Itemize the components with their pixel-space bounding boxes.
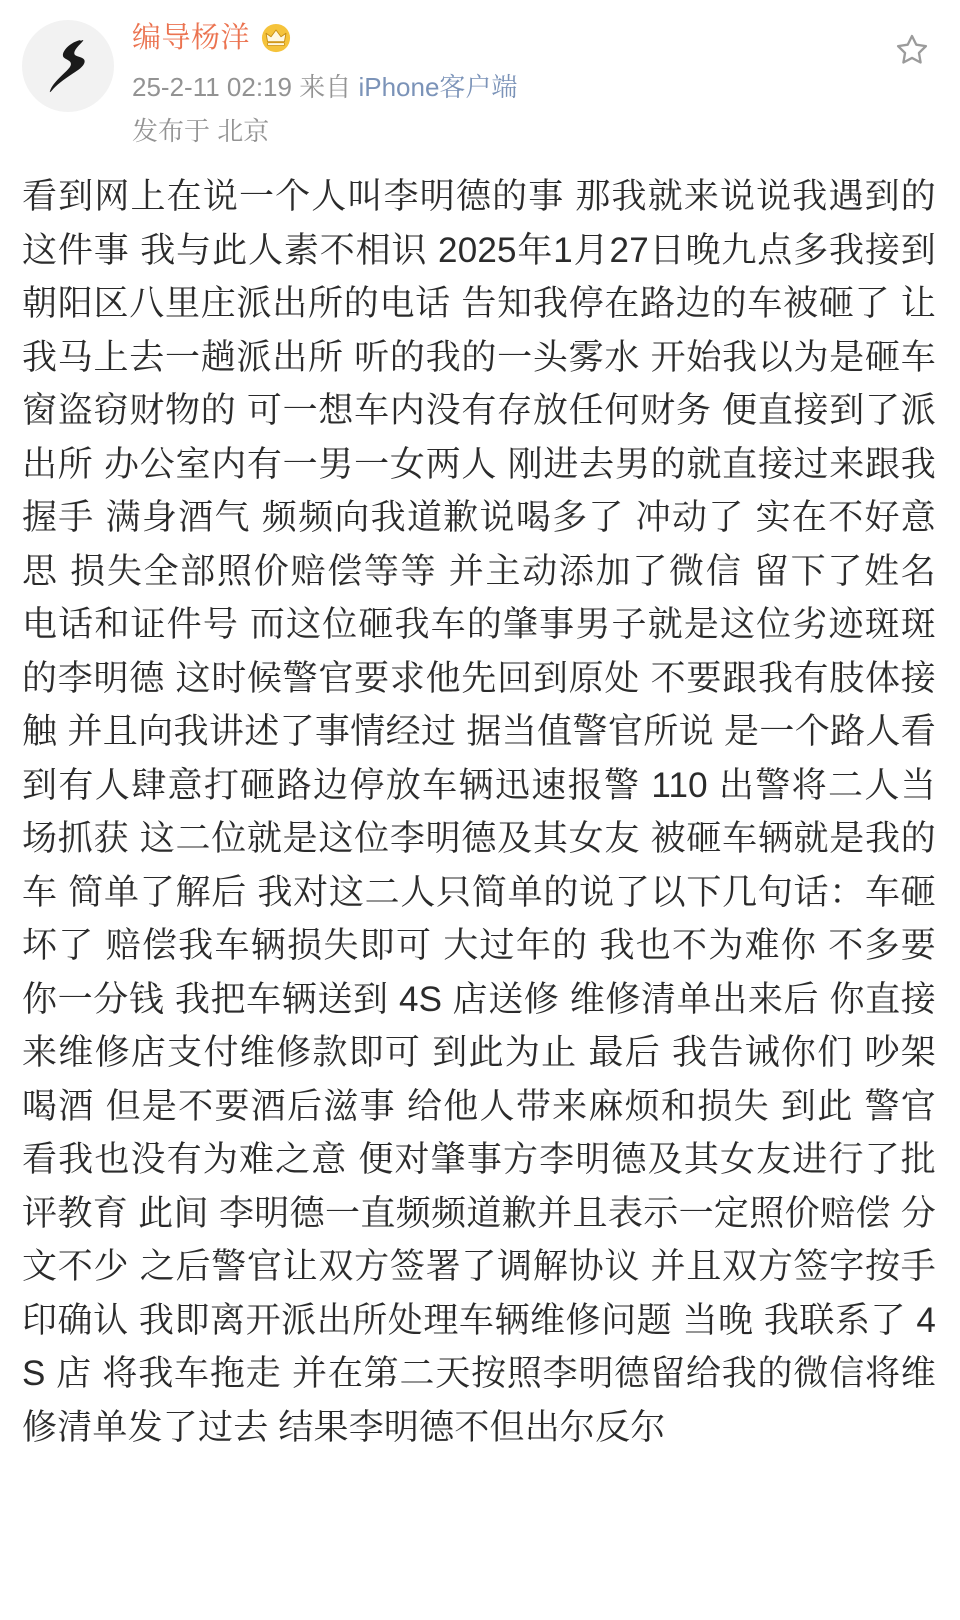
post-meta — [132, 70, 938, 104]
jumpman-logo-avatar-icon — [37, 35, 99, 97]
post-content: 看到网上在说一个人叫李明德的事 那我就来说说我遇到的这件事 我与此人素不相识 2025年1月27日晚九点多我接到朝阳区八里庄派出所的电话 告知我停在路边的车被砸了 让我马上去一趟派出所 听的我的一头雾水 开始我以为是砸车窗盗窃财物的 可一想车内没有存放任何财务 便直接到了派出所 办公室内有一男一女两人 刚进去男的就直接过来跟我握手 满身酒气 频频向我道歉说喝多了 冲动了 实在不好意思 损失全部照价赔偿等等 并主动添加了微信 留下了姓名 电话和证件号 而这位砸我车的肇事男子就是这位劣迹斑斑的李明德 这时候警官要求他先回到原处 不要跟我有肢体接触 并且向我讲述了事情经过 据当值警官所说 是一个路人看到有人肆意打砸路边停放车辆迅速报警 110 出警将二人当场抓获 这二位就是这位李明德及其女友 被砸车辆就是我的车 简单了解后 我对这二人只简单的说了以下几句话：车砸坏了 赔偿我车辆损失即可 大过年的 我也不为难你 不多要你一分钱 我把车辆送到 4S 店送修 维修清单出来后 你直接来维修店支付维修款即可 到此为止 最后 我告诫你们 吵架喝酒 但是不要酒后滋事 给他人带来麻烦和损失 到此 警官看我也没有为难之意 便对肇事方李明德及其女友进行了批评教育 此间 李明德一直频频道歉并且表示一定照价赔偿 分文不少 之后警官让双方签署了调解协议 并且双方签字按手印确认 我即离开派出所处理车辆维修问题 当晚 我联系了 4S 店 将我车拖走 并在第二天按照李明德留给我的微信将维修清单发了过去 结果李明德不但出尔反尔 — [22, 177, 936, 1447]
post-header — [22, 16, 938, 148]
source-prefix: 来自 — [299, 72, 359, 102]
post-timestamp: 25-2-11 02:19 — [132, 72, 292, 102]
star-outline-icon — [892, 30, 932, 75]
nickname-row — [132, 18, 938, 58]
post-header-text — [132, 16, 938, 148]
favorite-button[interactable] — [890, 30, 934, 74]
post-region: 发布于 北京 — [132, 116, 270, 146]
avatar[interactable] — [22, 20, 114, 112]
post-source[interactable]: iPhone客户端 — [358, 72, 518, 102]
crown-badge-icon — [260, 22, 292, 54]
nickname[interactable]: 编导杨洋 — [132, 22, 251, 54]
